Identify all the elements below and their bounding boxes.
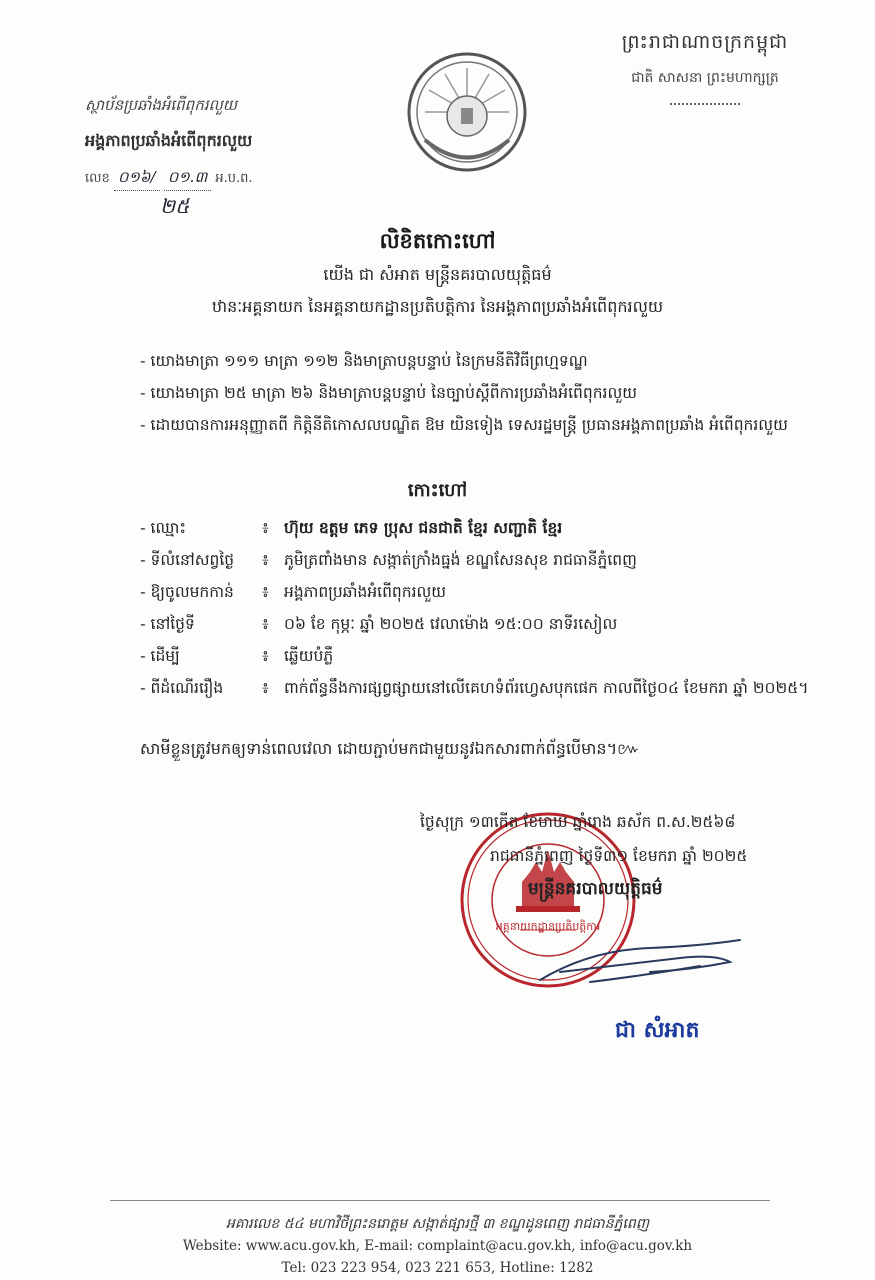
- footer-contact: Website: www.acu.gov.kh, E-mail: complaint@acu.gov.kh, info@acu.gov.kh: [182, 1238, 693, 1254]
- stamp-text: អគ្គនាយកដ្ឋានប្រតិបត្តិការ: [495, 920, 601, 933]
- detail-colon: ៖: [262, 583, 269, 601]
- document-title: លិខិតកោះហៅ: [379, 229, 496, 253]
- closing-statement: សាមីខ្លួនត្រូវមកឲ្យទាន់ពេលវេលា ដោយភ្ជាប់មកជាមួយនូវឯកសារពាក់ព័ន្ធបើមាន។៚: [140, 739, 640, 758]
- detail-colon: ៖: [262, 615, 269, 633]
- detail-colon: ៖: [262, 519, 269, 537]
- detail-row-date: [140, 608, 840, 640]
- issuer-line-1: យើង ជា សំអាត មន្រ្តីនគរបាលយុត្តិធម៌: [323, 265, 552, 284]
- agency-line-2: អង្គភាពប្រឆាំងអំពើពុករលួយ: [85, 131, 253, 150]
- detail-row-address: [140, 544, 840, 576]
- footer-address: អគារលេខ ៥៤ មហាវិថីព្រះនរោត្តម សង្កាត់ផ្សារថ្មី ៣ ខណ្ឌដូនពេញ រាជធានីភ្នំពេញ: [225, 1216, 650, 1232]
- reference-handwritten-year: ២៥: [160, 194, 190, 218]
- footer-divider: [110, 1200, 770, 1201]
- detail-value: ពាក់ព័ន្ធនឹងការផ្សព្វផ្សាយនៅលើគេហទំព័រហ្វេសបុកផេក កាលពីថ្ងៃ០៤ ខែមករា ឆ្នាំ ២០២៥។: [284, 679, 809, 697]
- official-title: មន្ត្រីនគរបាលយុត្តិធម៌: [528, 879, 663, 899]
- detail-row-purpose: [140, 640, 840, 672]
- issuer-line-2: ឋានៈអគ្គនាយក នៃអគ្គនាយកដ្ឋានប្រតិបត្តិការ នៃអង្គភាពប្រឆាំងអំពើពុករលួយ: [211, 297, 664, 316]
- detail-row-destination: [140, 576, 840, 608]
- detail-row-matter: [140, 672, 840, 704]
- date-solar: រាជធានីភ្នំពេញ ថ្ងៃទី៣១ ខែមករា ឆ្នាំ ២០២៥: [490, 847, 748, 865]
- agency-emblem-icon: [405, 50, 530, 175]
- detail-label: - នៅថ្ងៃទី: [140, 615, 195, 633]
- summons-details: [140, 512, 840, 704]
- detail-row-name: [140, 512, 840, 544]
- kingdom-name: ព្រះរាជាណាចក្រកម្ពុជា: [621, 31, 789, 53]
- kingdom-header: [595, 30, 815, 105]
- official-name: ជា សំអាត: [615, 1018, 700, 1043]
- detail-label: - ដើម្បី: [140, 647, 180, 665]
- legal-basis-list: [140, 345, 840, 441]
- detail-label: - ឈ្មោះ: [140, 519, 187, 537]
- agency-line-1: ស្ថាប័នប្រឆាំងអំពើពុករលួយ: [85, 96, 238, 114]
- detail-colon: ៖: [262, 551, 269, 569]
- handwritten-signature-icon: [530, 910, 750, 1000]
- legal-basis-item: - យោងមាត្រា ២៥ មាត្រា ២៦ និងមាត្រាបន្តបន្ទាប់ នៃច្បាប់ស្តីពីការប្រឆាំងអំពើពុករលួយ: [140, 384, 637, 402]
- reference-suffix: អ.ប.ព.: [215, 171, 253, 186]
- detail-label: - ឱ្យចូលមកកាន់: [140, 583, 234, 601]
- detail-colon: ៖: [262, 647, 269, 665]
- summons-heading: កោះហៅ: [407, 480, 468, 501]
- national-motto: ជាតិ សាសនា ព្រះមហាក្សត្រ: [631, 70, 779, 86]
- reference-label: លេខ: [85, 171, 110, 186]
- agency-block: [85, 96, 385, 223]
- detail-label: - ពីដំណើររឿង: [140, 679, 224, 697]
- detail-value: អង្គភាពប្រឆាំងអំពើពុករលួយ: [284, 583, 447, 601]
- detail-value: ឆ្លើយបំភ្លឺ: [284, 647, 334, 665]
- detail-label: - ទីលំនៅសព្វថ្ងៃ: [140, 551, 235, 569]
- detail-value: ភូមិត្រពាំងមាន សង្កាត់ក្រាំងធ្នង់ ខណ្ឌសែនសុខ រាជធានីភ្នំពេញ: [284, 551, 637, 569]
- footer-phone: Tel: 023 223 954, 023 221 653, Hotline: 1282: [281, 1260, 594, 1276]
- reference-month-value: ០១.៣: [164, 168, 212, 191]
- detail-value: ហ៊ុយ ឧត្តម ភេទ ប្រុស ជនជាតិ ខ្មែរ សញ្ជាតិ ខ្មែរ: [284, 519, 563, 537]
- detail-value: ០៦ ខែ កុម្ភៈ ឆ្នាំ ២០២៥ វេលាម៉ោង ១៥:០០ នាទីរសៀល: [284, 615, 618, 633]
- legal-basis-item: - ដោយបានការអនុញ្ញាតពី កិត្តិនីតិកោសលបណ្ឌិត ឱម យិនទៀង ទេសរដ្ឋមន្ត្រី ប្រធានអង្គភាពប្រឆាំង អំពើពុករលួយ: [140, 416, 788, 434]
- motto-divider: [670, 103, 740, 105]
- legal-basis-item: - យោងមាត្រា ១១១ មាត្រា ១១២ និងមាត្រាបន្តបន្ទាប់ នៃក្រមនីតិវិធីព្រហ្មទណ្ឌ: [140, 352, 588, 370]
- reference-number: [85, 168, 385, 191]
- date-lunar: ថ្ងៃសុក្រ ១៣កើត ខែមាឃ ឆ្នាំរោង ឆស័ក ព.ស.២៥៦៨: [420, 813, 736, 831]
- detail-colon: ៖: [262, 679, 269, 697]
- reference-number-value: ០១៦/: [114, 168, 160, 191]
